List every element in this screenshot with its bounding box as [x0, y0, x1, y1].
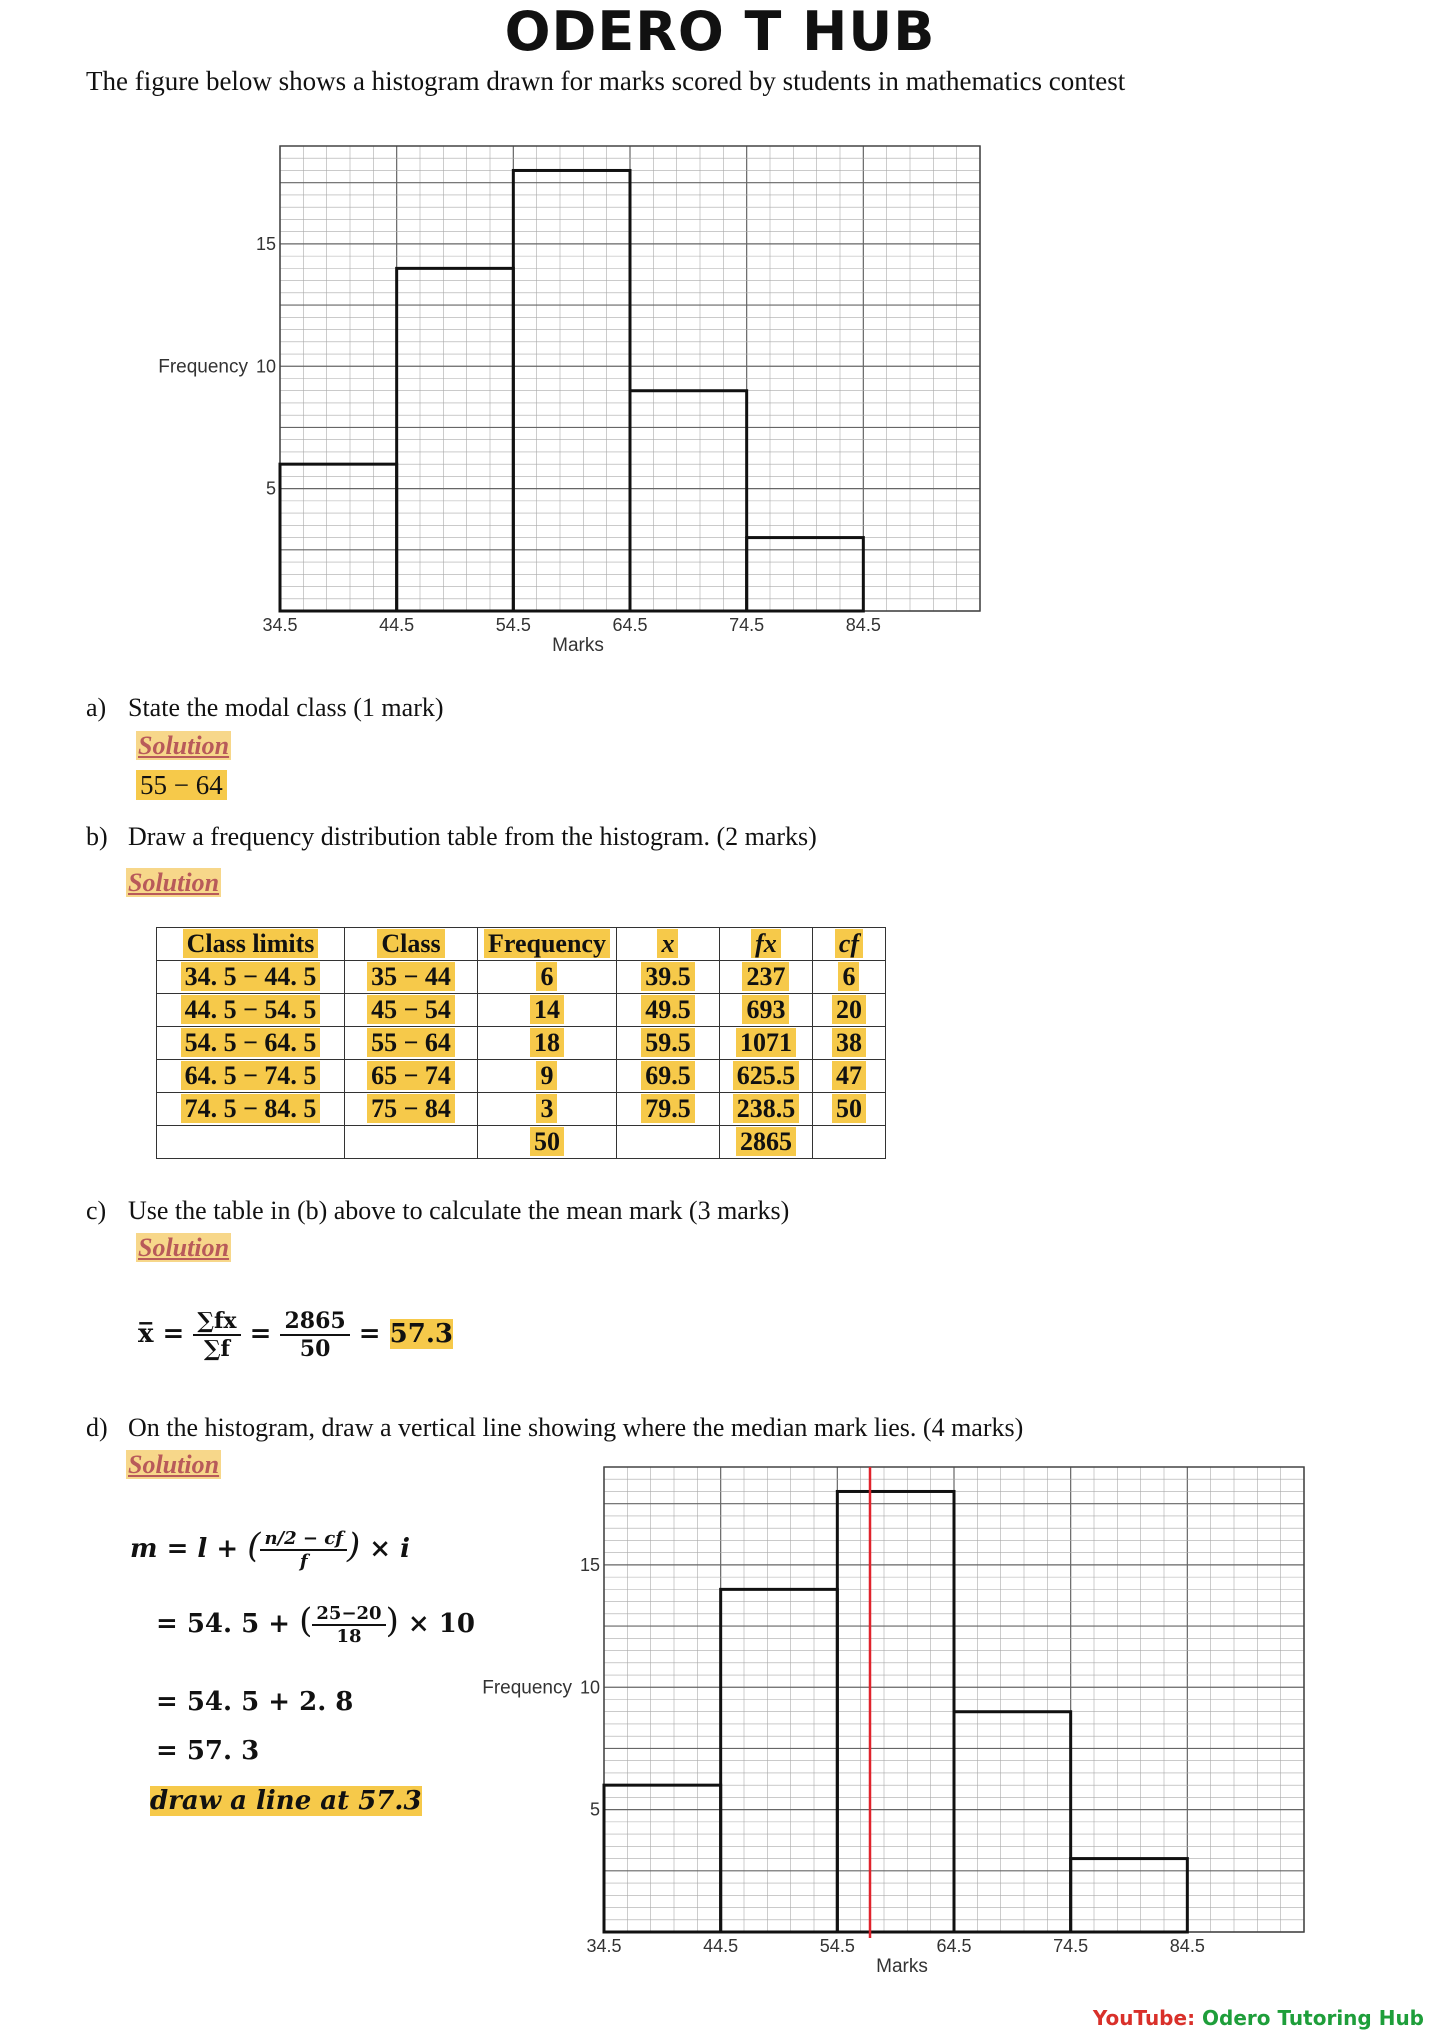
step1-pre: = 54. 5 + [156, 1609, 291, 1639]
y-tick-label: 10 [255, 356, 276, 377]
cell-fx: 1071 [736, 1028, 796, 1057]
table-row [157, 994, 886, 1027]
y-tick-label: 15 [255, 233, 276, 254]
cell-cf: 50 [832, 1094, 866, 1123]
youtube-label: YouTube: [1092, 2006, 1196, 2030]
solution-label-a: Solution [138, 731, 230, 760]
histogram-top [120, 140, 1000, 670]
question-c-text: Use the table in (b) above to calculate the mean mark (3 marks) [128, 1196, 790, 1225]
question-c-letter: c) [86, 1196, 107, 1225]
cell-fx: 237 [742, 962, 789, 991]
x-tick-label: 54.5 [495, 615, 531, 635]
total-empty [345, 1126, 478, 1159]
question-a [86, 693, 444, 723]
question-a-letter: a) [86, 693, 107, 722]
cell-frequency: 14 [530, 995, 564, 1024]
histogram-bottom [440, 1462, 1340, 2002]
header-fx: fx [719, 928, 812, 961]
mean-numerator: 2865 [280, 1308, 349, 1336]
formula-fraction [260, 1528, 347, 1572]
cell-frequency: 18 [530, 1028, 564, 1057]
solution-label-d: Solution [128, 1450, 220, 1479]
channel-name: Odero Tutoring Hub [1202, 2006, 1424, 2030]
y-tick-label: 15 [579, 1554, 600, 1575]
x-axis-label: Marks [876, 1956, 928, 1977]
answer-a: 55 − 64 [136, 770, 227, 800]
table-totals-row [157, 1126, 886, 1159]
median-step-3: = 57. 3 [156, 1736, 260, 1766]
x-tick-label: 74.5 [1053, 1936, 1089, 1956]
sum-f: ∑f [203, 1336, 230, 1362]
cell-class: 35 − 44 [367, 962, 455, 991]
solution-label-c: Solution [138, 1233, 230, 1262]
x-tick-label: 74.5 [729, 615, 765, 635]
page-title: ODERO T HUB [504, 0, 936, 63]
x-tick-label: 34.5 [262, 615, 298, 635]
header-cf: cf [812, 928, 885, 961]
question-d-letter: d) [86, 1413, 108, 1442]
table-header-row [157, 928, 886, 961]
y-tick-label: 10 [579, 1677, 600, 1698]
sum-fx: ∑fx [193, 1308, 240, 1336]
cell-x: 39.5 [641, 962, 695, 991]
total-empty [616, 1126, 719, 1159]
formula-numerator: n/2 − cf [260, 1528, 347, 1551]
table-row [157, 1027, 886, 1060]
cell-class-limits: 44. 5 − 54. 5 [181, 995, 321, 1024]
cell-fx: 693 [742, 995, 789, 1024]
step1-numerator: 25−20 [312, 1603, 385, 1626]
cell-fx: 625.5 [733, 1061, 800, 1090]
cell-class-limits: 64. 5 − 74. 5 [181, 1061, 321, 1090]
question-a-text: State the modal class (1 mark) [128, 693, 444, 722]
header-x: x [616, 928, 719, 961]
cell-x: 79.5 [641, 1094, 695, 1123]
cell-x: 49.5 [641, 995, 695, 1024]
question-c [86, 1196, 789, 1226]
total-empty [157, 1126, 345, 1159]
sum-fraction [193, 1308, 240, 1362]
question-d [86, 1413, 1023, 1443]
mean-formula: x̅ = $\frac{\sum fx}{\sum f}$ = $\frac{2865}{50}$ = 57.3 [138, 1308, 453, 1362]
y-axis-label: Frequency [482, 1677, 572, 1699]
median-formula: m = l + ( $\frac{n/2 - cf}{f}$ ) × i [130, 1526, 411, 1572]
x-tick-label: 64.5 [936, 1936, 972, 1956]
cell-x: 59.5 [641, 1028, 695, 1057]
x-tick-label: 44.5 [379, 615, 415, 635]
x-tick-label: 84.5 [845, 615, 881, 635]
intro-text: The figure below shows a histogram drawn for marks scored by students in mathematics contest [86, 66, 1126, 96]
formula-lhs: m = l + [130, 1534, 239, 1564]
y-axis-label: Frequency [158, 356, 248, 378]
step1-post: × 10 [407, 1609, 475, 1639]
total-fx: 2865 [736, 1127, 796, 1156]
y-tick-label: 5 [265, 478, 276, 499]
x-axis-label: Marks [552, 635, 604, 656]
cell-class-limits: 74. 5 − 84. 5 [181, 1094, 321, 1123]
x-tick-label: 84.5 [1169, 1936, 1205, 1956]
median-step-1: = 54. 5 + ( $\frac{25-20}{18}$ ) × 10 [156, 1601, 475, 1647]
question-d-text: On the histogram, draw a vertical line showing where the median mark lies. (4 marks) [128, 1413, 1024, 1442]
mean-result: 57.3 [389, 1319, 453, 1349]
step1-fraction [312, 1603, 385, 1647]
cell-cf: 20 [832, 995, 866, 1024]
formula-rhs: × i [369, 1534, 411, 1564]
table-row [157, 1093, 886, 1126]
table-row [157, 961, 886, 994]
cell-class-limits: 54. 5 − 64. 5 [181, 1028, 321, 1057]
mean-denominator: 50 [299, 1336, 331, 1362]
cell-class-limits: 34. 5 − 44. 5 [181, 962, 321, 991]
frequency-table [156, 927, 886, 1159]
total-empty [812, 1126, 885, 1159]
cell-cf: 6 [838, 962, 859, 991]
cell-cf: 47 [832, 1061, 866, 1090]
x-tick-label: 64.5 [612, 615, 648, 635]
formula-denominator: f [299, 1551, 308, 1572]
xbar-symbol: x̅ = [138, 1319, 185, 1349]
y-tick-label: 5 [589, 1799, 600, 1820]
cell-cf: 38 [832, 1028, 866, 1057]
median-conclusion: draw a line at 57.3 [150, 1786, 422, 1816]
header-class-limits: Class limits [157, 928, 345, 961]
cell-frequency: 9 [536, 1061, 557, 1090]
cell-class: 45 − 54 [367, 995, 455, 1024]
cell-frequency: 6 [536, 962, 557, 991]
solution-label-b: Solution [128, 868, 220, 897]
cell-frequency: 3 [536, 1094, 557, 1123]
x-tick-label: 44.5 [703, 1936, 739, 1956]
median-step-2: = 54. 5 + 2. 8 [156, 1687, 354, 1717]
step1-denominator: 18 [336, 1626, 362, 1647]
x-tick-label: 54.5 [819, 1936, 855, 1956]
youtube-credit [1093, 2006, 1424, 2030]
header-frequency: Frequency [478, 928, 617, 961]
cell-class: 75 − 84 [367, 1094, 455, 1123]
question-b [86, 822, 817, 852]
cell-class: 55 − 64 [367, 1028, 455, 1057]
x-tick-label: 34.5 [586, 1936, 622, 1956]
cell-x: 69.5 [641, 1061, 695, 1090]
cell-fx: 238.5 [733, 1094, 800, 1123]
question-b-text: Draw a frequency distribution table from the histogram. (2 marks) [128, 822, 817, 851]
total-frequency: 50 [530, 1127, 564, 1156]
table-row [157, 1060, 886, 1093]
header-class: Class [345, 928, 478, 961]
value-fraction [280, 1308, 349, 1362]
cell-class: 65 − 74 [367, 1061, 455, 1090]
question-b-letter: b) [86, 822, 108, 851]
